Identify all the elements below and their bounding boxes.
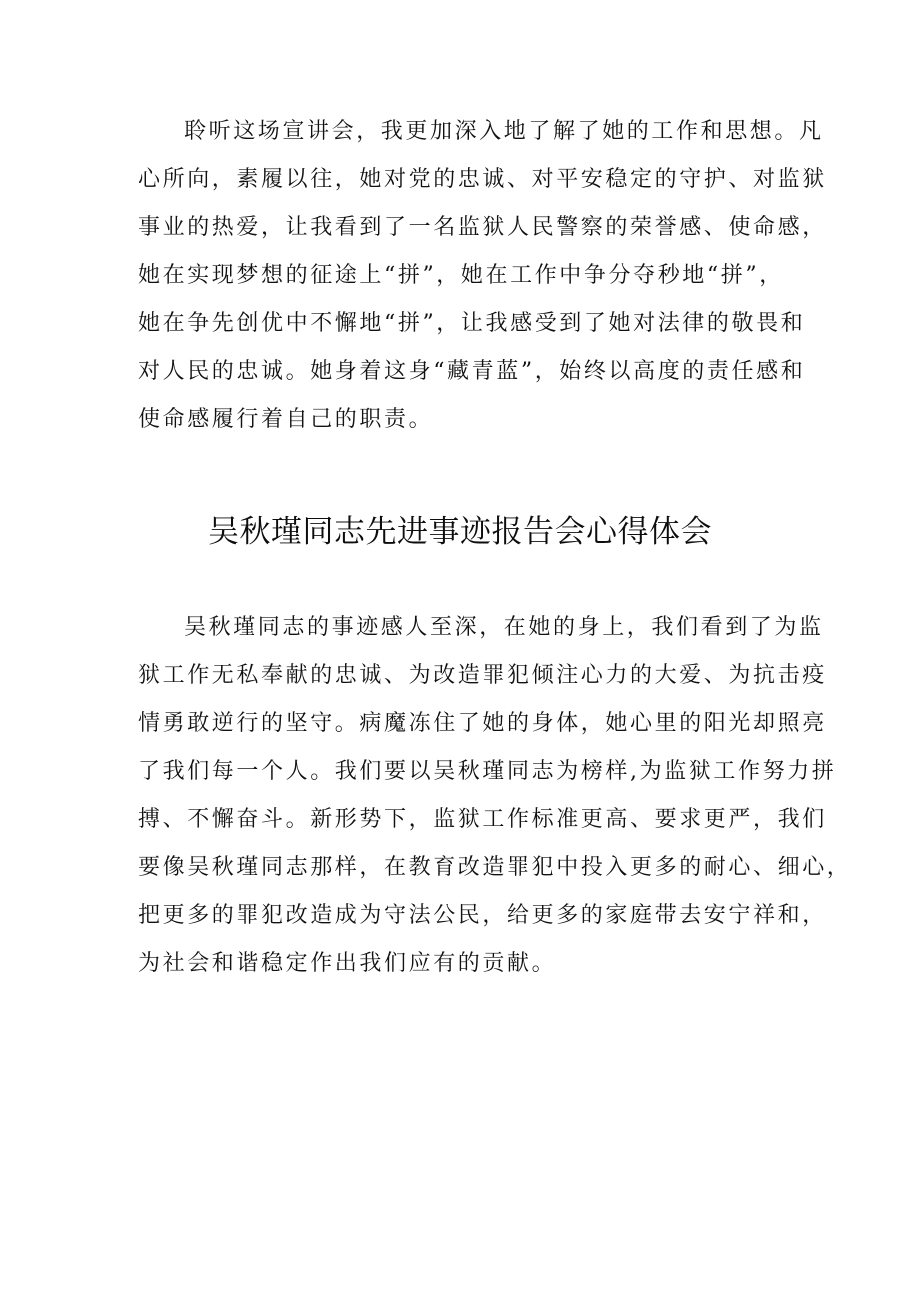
paragraph-line: 要像吴秋瑾同志那样，在教育改造罪犯中投入更多的耐心、细心，: [138, 855, 852, 880]
paragraph-line: 把更多的罪犯改造成为守法公民，给更多的家庭带去安宁祥和，: [138, 903, 827, 928]
paragraph-line: 她在争先创优中不懈地“拼”，让我感受到了她对法律的敬畏和: [138, 311, 806, 336]
paragraph-line: 她在实现梦想的征途上“拼”，她在工作中争分夺秒地“拼”，: [138, 263, 784, 288]
paragraph-line: 搏、不懈奋斗。新形势下，监狱工作标准更高、要求更严，我们: [138, 807, 827, 832]
paragraph-line: 情勇敢逆行的坚守。病魔冻住了她的身体，她心里的阳光却照亮: [138, 711, 827, 736]
paragraph-line: 心所向，素履以往，她对党的忠诚、对平安稳定的守护、对监狱: [138, 167, 827, 192]
paragraph-line: 吴秋瑾同志的事迹感人至深，在她的身上，我们看到了为监: [184, 615, 824, 640]
paragraph-line: 了我们每一个人。我们要以吴秋瑾同志为榜样,为监狱工作努力拼: [138, 759, 837, 784]
paragraph-line: 为社会和谐稳定作出我们应有的贡献。: [138, 951, 557, 976]
paragraph-line: 事业的热爱，让我看到了一名监狱人民警察的荣誉感、使命感，: [138, 215, 827, 240]
paragraph-reflection: [138, 108, 827, 444]
paragraph-line: 对人民的忠诚。她身着这身“藏青蓝”，始终以高度的责任感和: [138, 359, 806, 384]
paragraph-line: 使命感履行着自己的职责。: [138, 407, 434, 432]
paragraph-experience: [138, 604, 852, 988]
paragraph-line: 狱工作无私奉献的忠诚、为改造罪犯倾注心力的大爱、为抗击疫: [138, 663, 827, 688]
paragraph-line: 聆听这场宣讲会，我更加深入地了解了她的工作和思想。凡: [184, 119, 824, 144]
section-title: 吴秋瑾同志先进事迹报告会心得体会: [208, 514, 712, 550]
